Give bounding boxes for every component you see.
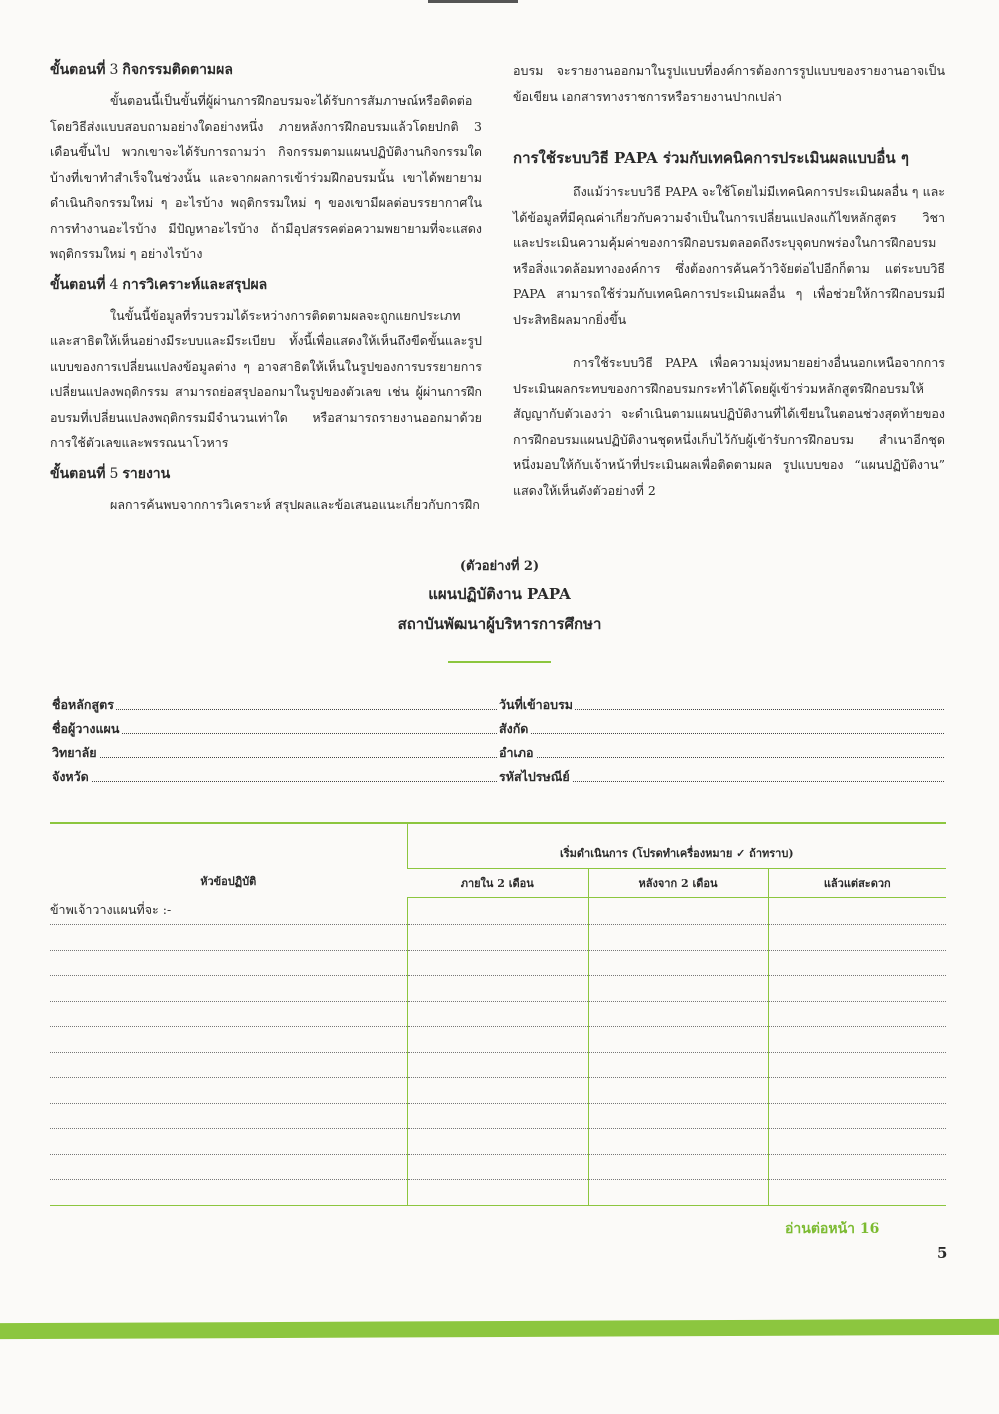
check-cell[interactable] [588, 950, 768, 976]
plan-line-cell[interactable] [50, 1052, 407, 1078]
step4-label: ขั้นตอนที่ [50, 276, 106, 293]
example-subtitle: สถาบันพัฒนาผู้บริหารการศึกษา [397, 615, 602, 633]
planner-field[interactable] [52, 719, 497, 739]
check-cell[interactable] [768, 1129, 946, 1155]
bottom-green-band [0, 1319, 999, 1339]
check-cell[interactable] [768, 1180, 946, 1206]
table-row [50, 1180, 946, 1206]
fill-line [52, 709, 497, 710]
check-cell[interactable] [407, 1078, 588, 1104]
step3-heading [50, 56, 482, 84]
step5-heading [50, 460, 482, 488]
step4-body: ในขั้นนี้ข้อมูลที่รวบรวมได้ระหว่างการติดตามผลจะถูกแยกประเภทและสาธิตให้เห็นอย่างมีระบบและมีระเบียบ ทั้งนี้เพื่อแสดงให้เห็นถึงขีดขั้นและรูปแบบของการเปลี่ยนแปลงข้อมูลต่าง ๆ อาจสาธิตให้เห็นในรูปของการบรรยายการเปลี่ยนแปลงพฤติกรรม สามารถย่อสรุปออกมาในรูปของตัวเลข เช่น ผู้ผ่านการฝึกอบรมที่เปลี่ยนแปลงพฤติกรรมมีจำนวนเท่าใด หรือสามารถรายงานออกมาด้วยการใช้ตัวเลขและพรรณนาโวหาร [50, 307, 482, 450]
fill-line [499, 733, 944, 734]
topic-header: หัวข้อปฏิบัติ [50, 823, 407, 898]
within-2-months-header: ภายใน 2 เดือน [407, 869, 588, 898]
check-cell[interactable] [588, 1129, 768, 1155]
check-cell[interactable] [768, 950, 946, 976]
step5-body: ผลการค้นพบจากการวิเคราะห์ สรุปผลและข้อเสนอแนะเกี่ยวกับการฝึก [110, 496, 480, 512]
check-cell[interactable] [768, 1103, 946, 1129]
check-cell[interactable] [588, 1078, 768, 1104]
plan-line-cell[interactable] [50, 1180, 407, 1206]
table-row [50, 898, 946, 925]
section-title: การใช้ระบบวิธี PAPA ร่วมกับเทคนิคการประเมินผลแบบอื่น ๆ [513, 149, 909, 167]
check-cell[interactable] [768, 1078, 946, 1104]
table-row [50, 1129, 946, 1155]
check-cell[interactable] [407, 1129, 588, 1155]
check-cell[interactable] [588, 1001, 768, 1027]
check-cell[interactable] [588, 1154, 768, 1180]
check-cell[interactable] [588, 898, 768, 925]
title-divider [448, 661, 551, 663]
province-field[interactable] [52, 767, 497, 787]
step5-label: ขั้นตอนที่ [50, 465, 106, 482]
table-row [50, 976, 946, 1002]
check-cell[interactable] [588, 1027, 768, 1053]
example-caption: (ตัวอย่างที่ 2) [459, 559, 540, 574]
plan-line-cell[interactable] [50, 976, 407, 1002]
plan-line-cell[interactable] [50, 1027, 407, 1053]
check-cell[interactable] [407, 1103, 588, 1129]
page-number: 5 [937, 1244, 948, 1262]
check-cell[interactable] [407, 1154, 588, 1180]
after-2-months-header: หลังจาก 2 เดือน [588, 869, 768, 898]
step3-label: ขั้นตอนที่ [50, 62, 106, 78]
plan-line-cell[interactable] [50, 950, 407, 976]
postcode-label: รหัสไปรษณีย์ [499, 767, 572, 787]
step4-heading [50, 271, 482, 299]
college-label: วิทยาลัย [52, 743, 99, 763]
fill-line [52, 781, 497, 782]
check-cell[interactable] [588, 1103, 768, 1129]
section-paragraph-2: การใช้ระบบวิธี PAPA เพื่อความมุ่งหมายอย่างอื่นนอกเหนือจากการประเมินผลกระทบของการฝึกอบรมกระทำได้โดยผู้เข้าร่วมหลักสูตรฝึกอบรมให้สัญญากับตัวเองว่า จะดำเนินตามแผนปฏิบัติงานที่ได้เขียนในตอนช่วงสุดท้ายของการฝึกอบรมแผนปฏิบัติงานชุดหนึ่งเก็บไว้กับผู้เข้ารับการฝึกอบรม สำเนาอีกชุดหนึ่งมอบให้กับเจ้าหน้าที่ประเมินผลเพื่อติดตามผล รูปแบบของ “แผนปฏิบัติงาน” แสดงให้เห็นดังตัวอย่างที่ 2 [513, 355, 945, 498]
check-cell[interactable] [768, 1052, 946, 1078]
check-cell[interactable] [768, 1027, 946, 1053]
table-row [50, 1103, 946, 1129]
course-field[interactable] [52, 695, 497, 715]
table-row [50, 950, 946, 976]
district-label: อำเภอ [499, 743, 536, 763]
check-cell[interactable] [407, 1027, 588, 1053]
check-cell[interactable] [768, 976, 946, 1002]
check-cell[interactable] [588, 1052, 768, 1078]
check-cell[interactable] [768, 898, 946, 925]
convenient-header: แล้วแต่สะดวก [768, 869, 946, 898]
step4-title: การวิเคราะห์และสรุปผล [122, 276, 268, 293]
college-field[interactable] [52, 743, 497, 763]
planner-label: ชื่อผู้วางแผน [52, 719, 121, 739]
check-cell[interactable] [407, 1001, 588, 1027]
check-cell[interactable] [768, 1001, 946, 1027]
example-title: แผนปฏิบัติงาน PAPA [428, 585, 571, 603]
table-row [50, 1027, 946, 1053]
check-cell[interactable] [407, 976, 588, 1002]
start-group-header: เริ่มดำเนินการ (โปรดทำเครื่องหมาย ✓ ถ้าทราบ) [407, 823, 946, 869]
report-continuation: อบรม จะรายงานออกมาในรูปแบบที่องค์การต้องการรูปแบบของรายงานอาจเป็นข้อเขียน เอกสารทางราชการหรือรายงานปากเปล่า [513, 63, 945, 104]
affiliation-field[interactable] [499, 719, 944, 739]
step5-title: รายงาน [122, 465, 171, 482]
action-plan-table [50, 822, 946, 1206]
date-field[interactable] [499, 695, 944, 715]
step3-title: กิจกรรมติดตามผล [122, 62, 233, 78]
table-row [50, 1052, 946, 1078]
plan-intro[interactable]: ข้าพเจ้าวางแผนที่จะ :- [50, 898, 407, 925]
postcode-field[interactable] [499, 767, 944, 787]
check-cell[interactable] [407, 925, 588, 951]
section-paragraph-1: ถึงแม้ว่าระบบวิธี PAPA จะใช้โดยไม่มีเทคนิคการประเมินผลอื่น ๆ และได้ข้อมูลที่มีคุณค่าเกี่ยวกับความจำเป็นในการเปลี่ยนแปลงแก้ไขหลักสูตร วิชา และประเมินความคุ้มค่าของการฝึกอบรมตลอดถึงระบุจุดบกพร่องในการฝึกอบรม หรือสิ่งแวดล้อมทางองค์การ ซึ่งต้องการค้นคว้าวิจัยต่อไปอีกก็ตาม แต่ระบบวิธี PAPA สามารถใช้ร่วมกับเทคนิคการประเมินผลอื่น ๆ เพื่อช่วยให้การฝึกอบรมมีประสิทธิผลมากยิ่งขึ้น [513, 184, 945, 327]
step3-body: ขั้นตอนนี้เป็นขั้นที่ผู้ผ่านการฝึกอบรมจะได้รับการสัมภาษณ์หรือติดต่อโดยวิธีส่งแบบสอบถามอย่างใดอย่างหนึ่ง ภายหลังการฝึกอบรมแล้วโดยปกติ 3 เดือนขึ้นไป พวกเขาจะได้รับการถามว่า กิจกรรมตามแผนปฏิบัติงานกิจกรรมใดบ้างที่เขาทำสำเร็จในช่วงนั้น และจากผลการเข้าร่วมฝึกอบรมนั้น เขาได้พยายามดำเนินกิจกรรมใหม่ ๆ อะไรบ้าง พฤติกรรมใหม่ ๆ ของเขามีผลต่อบรรยากาศในการทำงานอะไรบ้าง มีปัญหาอะไรบ้าง ถ้ามีอุปสรรคต่อความพยายามที่จะแสดงพฤติกรรมใหม่ ๆ อย่างไรบ้าง [50, 93, 482, 261]
check-cell[interactable] [768, 1154, 946, 1180]
plan-line-cell[interactable] [50, 925, 407, 951]
check-cell[interactable] [407, 898, 588, 925]
scan-mark [428, 0, 518, 3]
course-label: ชื่อหลักสูตร [52, 695, 116, 715]
table-row [50, 1154, 946, 1180]
table-row [50, 925, 946, 951]
right-column [513, 58, 945, 503]
step4-number: 4 [109, 276, 119, 293]
step3-number: 3 [109, 62, 119, 78]
left-column [50, 56, 482, 517]
check-cell[interactable] [407, 1052, 588, 1078]
plan-line-cell[interactable] [50, 1078, 407, 1104]
date-label: วันที่เข้าอบรม [499, 695, 575, 715]
fill-line [52, 757, 497, 758]
step5-number: 5 [109, 465, 119, 482]
check-cell[interactable] [407, 1180, 588, 1206]
province-label: จังหวัด [52, 767, 91, 787]
plan-line-cell[interactable] [50, 1154, 407, 1180]
plan-line-cell[interactable] [50, 1001, 407, 1027]
check-cell[interactable] [407, 950, 588, 976]
plan-rows [50, 898, 946, 1206]
plan-line-cell[interactable] [50, 1103, 407, 1129]
plan-line-cell[interactable] [50, 1129, 407, 1155]
district-field[interactable] [499, 743, 944, 763]
table-row [50, 1001, 946, 1027]
check-cell[interactable] [768, 925, 946, 951]
check-cell[interactable] [588, 976, 768, 1002]
continue-note: อ่านต่อหน้า 16 [785, 1221, 880, 1237]
check-cell[interactable] [588, 925, 768, 951]
affiliation-label: สังกัด [499, 719, 530, 739]
fill-line [499, 757, 944, 758]
check-cell[interactable] [588, 1180, 768, 1206]
table-row [50, 1078, 946, 1104]
